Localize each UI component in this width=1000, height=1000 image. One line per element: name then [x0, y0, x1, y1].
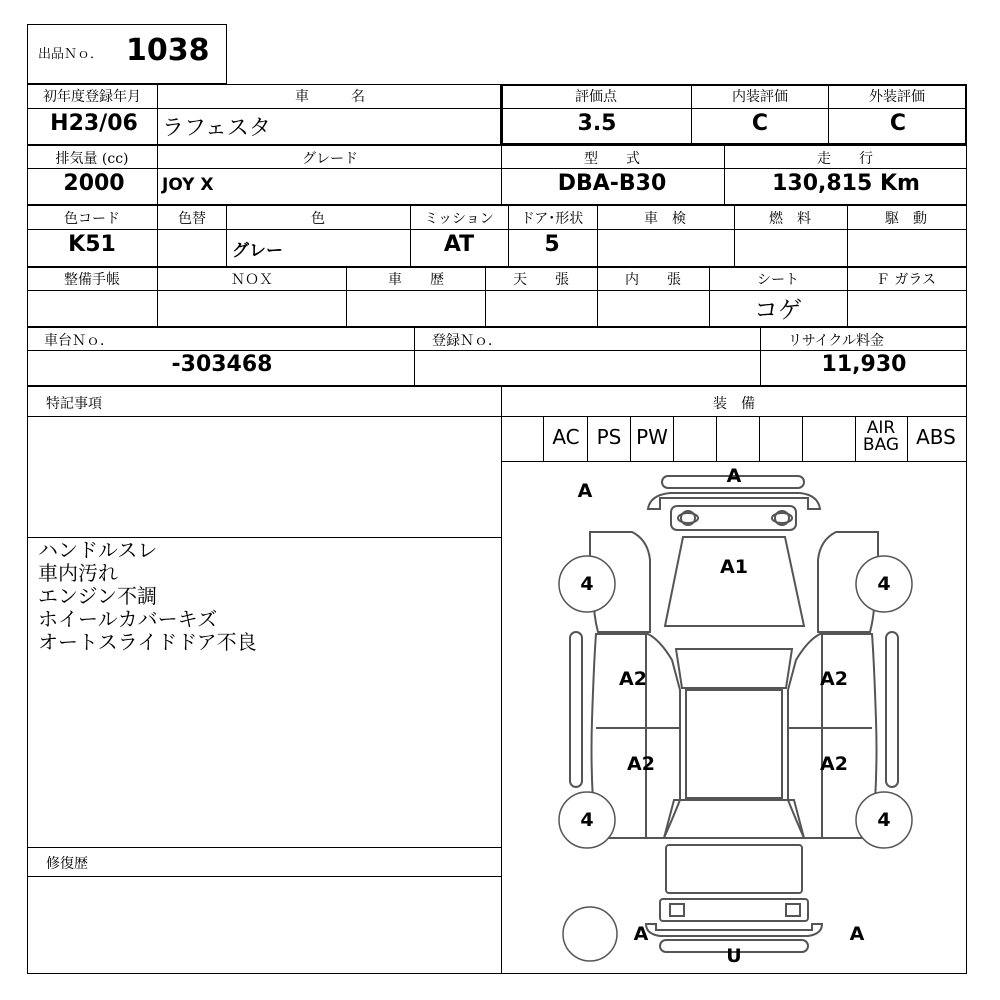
interior-score-value: C	[751, 111, 769, 136]
registration-label: 登録Ｎｏ．	[432, 333, 502, 349]
seat-label: シート	[757, 272, 799, 288]
recycle-label: リサイクル料金	[787, 333, 885, 349]
doors-label: ドア･形状	[520, 211, 584, 227]
score-label: 評価点	[575, 89, 617, 105]
glass-label: Ｆ ガラス	[875, 272, 937, 288]
model-label: 型 式	[584, 151, 640, 167]
repaint-label: 色替	[178, 211, 206, 227]
mission-label: ミッション	[424, 211, 494, 227]
fuel-label: 燃 料	[769, 211, 811, 227]
maintenance-label: 整備手帳	[64, 272, 120, 288]
car-name-label: 車 名	[295, 89, 365, 105]
lot-number-label: 出品Ｎｏ．	[38, 47, 104, 62]
equipment-ac: AC	[552, 425, 580, 449]
cc-value: 2000	[63, 171, 125, 196]
damage-rear-bumper: U	[726, 945, 742, 967]
damage-rear-right: A	[849, 923, 865, 945]
notes-label: 特記事項	[46, 396, 102, 412]
note-line-5: オートスライドドア不良	[38, 630, 257, 654]
color-value: グレー	[232, 241, 283, 261]
damage-right-fender: A2	[820, 668, 848, 690]
lot-number-value: 1038	[126, 33, 210, 68]
roof-label: 天 張	[513, 272, 569, 288]
interior-trim-label: 内 張	[625, 272, 681, 288]
note-line-1: ハンドルスレ	[38, 538, 158, 562]
color-label: 色	[311, 211, 325, 227]
interior-score-label: 内装評価	[732, 89, 788, 105]
score-value: 3.5	[577, 111, 617, 136]
equipment-airbag: AIR BAG	[862, 418, 900, 455]
damage-front-left: A	[577, 480, 593, 502]
drive-label: 駆 動	[885, 211, 927, 227]
car-name-value: ラフェスタ	[162, 116, 271, 141]
grade-value: JOY X	[162, 175, 214, 195]
repair-history-label: 修復歴	[46, 856, 88, 872]
seat-value: コゲ	[754, 296, 802, 324]
damage-rear-left: A	[633, 923, 649, 945]
chassis-label: 車台Ｎｏ．	[44, 333, 114, 349]
chassis-value: -303468	[171, 352, 273, 377]
equipment-abs: ABS	[916, 425, 956, 449]
spare-tire-icon	[563, 907, 617, 961]
model-value: DBA-B30	[557, 171, 667, 196]
year-value: H23/06	[50, 111, 138, 136]
doors-value: 5	[544, 232, 560, 257]
equipment-ps: PS	[596, 425, 622, 449]
exterior-score-label: 外装評価	[869, 89, 925, 105]
grade-label: グレード	[302, 151, 358, 167]
equipment-pw: PW	[636, 425, 668, 449]
tire-front-left-value: 4	[580, 573, 594, 595]
mission-value: AT	[443, 232, 475, 257]
inspection-label: 車 検	[644, 211, 686, 227]
equipment-label: 装 備	[713, 396, 755, 412]
mileage-label: 走 行	[817, 151, 873, 167]
tire-rear-left-value: 4	[580, 809, 594, 831]
note-line-2: 車内汚れ	[38, 561, 118, 585]
damage-hood: A1	[720, 556, 748, 578]
color-code-label: 色コード	[64, 211, 120, 227]
cc-label: 排気量 (cc)	[55, 151, 129, 167]
recycle-value: 11,930	[821, 352, 907, 377]
damage-right-door: A2	[820, 753, 848, 775]
damage-front-bumper: A	[726, 465, 742, 487]
damage-left-fender: A2	[619, 668, 647, 690]
note-line-3: エンジン不調	[38, 584, 157, 608]
tire-rear-right-value: 4	[877, 809, 891, 831]
damage-left-door: A2	[627, 753, 655, 775]
color-code-value: K51	[68, 232, 116, 257]
year-label: 初年度登録年月	[43, 89, 141, 105]
history-label: 車 歴	[388, 272, 444, 288]
nox-label: ＮＯＸ	[231, 272, 273, 288]
exterior-score-value: C	[889, 111, 907, 136]
note-line-4: ホイールカバーキズ	[38, 607, 218, 631]
mileage-value: 130,815 Km	[772, 171, 920, 196]
tire-front-right-value: 4	[877, 573, 891, 595]
